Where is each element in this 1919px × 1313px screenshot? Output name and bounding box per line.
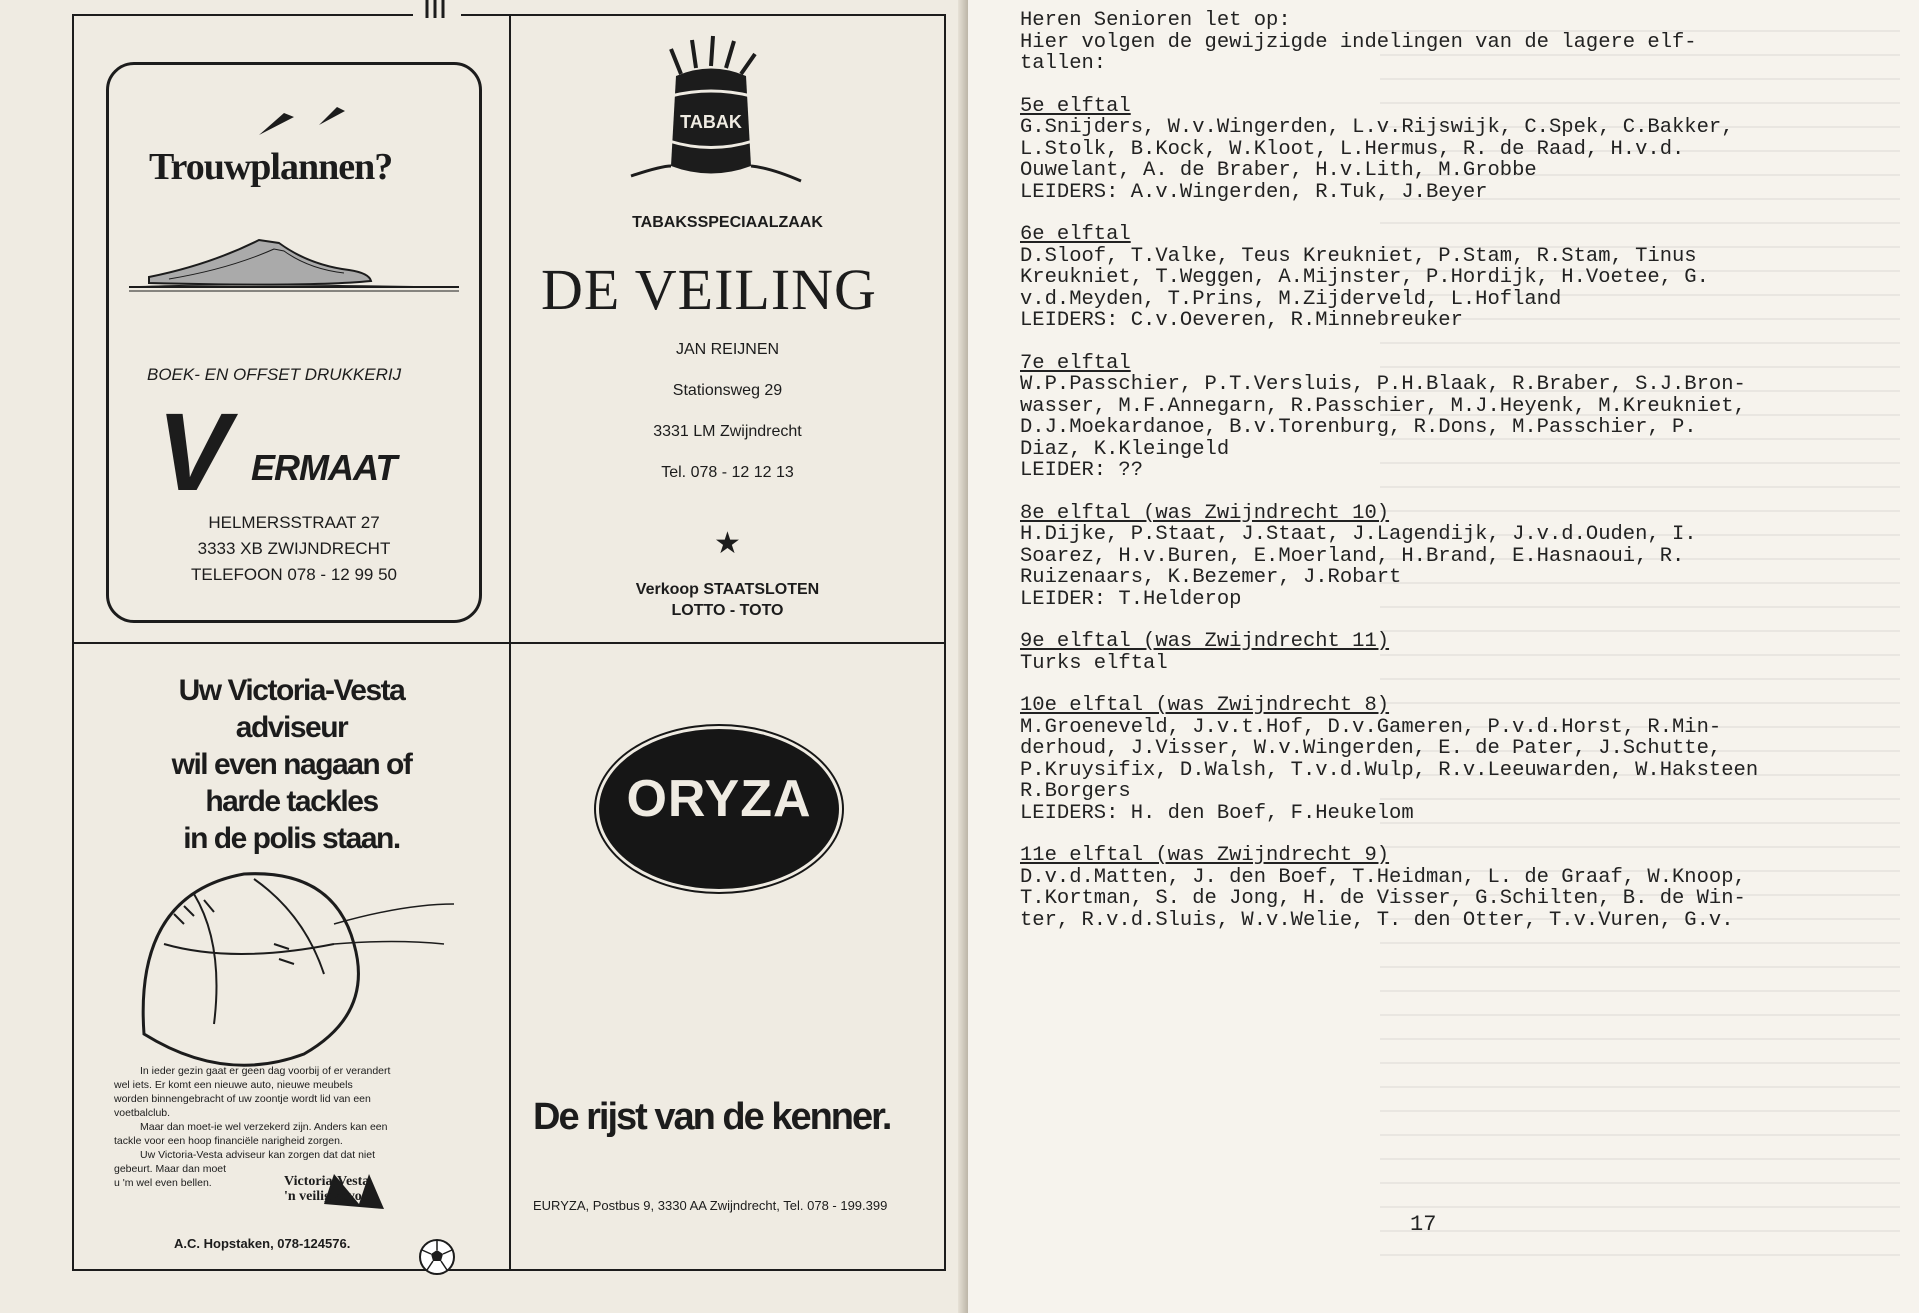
team-line: v.d.Meyden, T.Prins, M.Zijderveld, L.Hofland <box>1020 287 1562 311</box>
vermaat-headline: Trouwplannen? <box>149 146 393 188</box>
veiling-phone: Tel. 078 - 12 12 13 <box>661 464 794 481</box>
team-line: M.Groeneveld, J.v.t.Hof, D.v.Gameren, P.v.d.Horst, R.Min- <box>1020 715 1722 739</box>
page-number: 17 <box>1410 1212 1437 1237</box>
team-line: Turks elftal <box>1020 651 1168 675</box>
vermaat-address-street: HELMERSSTRAAT 27 <box>208 513 380 532</box>
club-logo-icon <box>413 0 461 22</box>
tobacco-barrel-icon <box>511 16 944 216</box>
team-line: D.Sloof, T.Valke, Teus Kreukniet, P.Stam, R.Stam, Tinus <box>1020 244 1697 268</box>
ad-oryza <box>511 644 944 1269</box>
intro-line: Hier volgen de gewijzigde indelingen van de lagere elf- <box>1020 30 1697 54</box>
team-section <box>1020 96 1880 204</box>
team-line: Kreukniet, T.Weggen, A.Mijnster, P.Hordijk, H.Voetee, G. <box>1020 266 1709 289</box>
team-section <box>1020 845 1880 931</box>
veiling-city: 3331 LM Zwijndrecht <box>653 423 802 440</box>
team-line: Ruizenaars, K.Bezemer, J.Robart <box>1020 566 1402 589</box>
veiling-sales-1: Verkoop STAATSLOTEN <box>635 581 820 598</box>
oryza-address: EURYZA, Postbus 9, 3330 AA Zwijndrecht, Tel. 078 - 199.399 <box>533 1198 888 1213</box>
oryza-name: ORYZA <box>626 770 812 828</box>
team-line: Soarez, H.v.Buren, E.Moerland, H.Brand, E.Hasnaoui, R. <box>1020 544 1685 568</box>
team-line: D.J.Moekardanoe, B.v.Torenburg, R.Dons, M.Passchier, P. <box>1020 416 1697 439</box>
vermaat-rounded-box <box>106 62 482 623</box>
veiling-street: Stationsweg 29 <box>672 382 783 399</box>
team-line: L.Stolk, B.Kock, W.Kloot, L.Hermus, R. de Raad, H.v.d. <box>1020 137 1685 161</box>
veiling-category: TABAKSSPECIAALZAAK <box>632 214 823 231</box>
svg-text:V: V <box>157 391 231 514</box>
team-title: 7e elftal <box>1020 351 1131 375</box>
ad-de-veiling <box>511 16 944 642</box>
team-line: R.Borgers <box>1020 780 1131 803</box>
svg-text:TABAK: TABAK <box>680 112 742 132</box>
intro-line: tallen: <box>1020 52 1107 75</box>
team-line: LEIDERS: C.v.Oeveren, R.Minnebreuker <box>1020 309 1463 332</box>
vermaat-brand: ERMAAT <box>251 447 397 488</box>
ad-victoria-vesta <box>74 644 509 1269</box>
team-title: 11e elftal (was Zwijndrecht 9) <box>1020 844 1390 867</box>
team-line: LEIDER: ?? <box>1020 459 1144 482</box>
team-line: LEIDER: T.Helderop <box>1020 587 1242 611</box>
advertisement-frame <box>72 14 946 1271</box>
team-section <box>1020 503 1880 611</box>
football-icon <box>418 1238 456 1276</box>
team-title: 6e elftal <box>1020 223 1131 246</box>
intro <box>1020 10 1880 75</box>
victoria-brand: Victoria-Vesta 'n veilig gevoel <box>284 1174 372 1204</box>
team-line: W.P.Passchier, P.T.Versluis, P.H.Blaak, R.Braber, S.J.Bron- <box>1020 373 1746 396</box>
team-line: T.Kortman, S. de Jong, H. de Visser, G.Schilten, B. de Win- <box>1020 887 1746 910</box>
vermaat-address-city: 3333 XB ZWIJNDRECHT <box>197 539 391 558</box>
veiling-sales-2: LOTTO - TOTO <box>671 602 784 619</box>
team-lineups <box>1020 10 1880 931</box>
team-line: Ouwelant, A. de Braber, H.v.Lith, M.Grobbe <box>1020 159 1537 182</box>
team-title: 8e elftal (was Zwijndrecht 10) <box>1020 501 1390 525</box>
team-section <box>1020 224 1880 332</box>
team-title: 5e elftal <box>1020 94 1131 118</box>
oryza-logo <box>599 729 839 889</box>
team-title: 10e elftal (was Zwijndrecht 8) <box>1020 694 1390 717</box>
team-line: ter, R.v.d.Sluis, W.v.Welie, T. den Otter, T.v.Vuren, G.v. <box>1020 908 1734 932</box>
team-line: derhoud, J.Visser, W.v.Wingerden, E. de Pater, J.Schutte, <box>1020 737 1722 760</box>
team-section <box>1020 631 1880 674</box>
victoria-heading: Uw Victoria-Vesta adviseur wil even nagaan of harde tackles in de polis staan. <box>171 674 412 855</box>
team-line: LEIDERS: A.v.Wingerden, R.Tuk, J.Beyer <box>1020 180 1488 204</box>
team-line: D.v.d.Matten, J. den Boef, T.Heidman, L. de Graaf, W.Knoop, <box>1020 865 1746 889</box>
team-line: G.Snijders, W.v.Wingerden, L.v.Rijswijk, C.Spek, C.Bakker, <box>1020 116 1734 139</box>
oryza-slogan: De rijst van de kenner. <box>533 1096 891 1138</box>
team-title: 9e elftal (was Zwijndrecht 11) <box>1020 630 1390 653</box>
victoria-body: In ieder gezin gaat er geen dag voorbij of er verandert wel iets. Er komt een nieuwe auto, nieuwe meubels worden binnengebracht of uw zoontje wordt lid van een voetbalclub. Maar dan moet-ie wel verzekerd zijn. Anders kan een tackle voor een hoop financiële narigheid zorgen. Uw Victoria-Vesta adviseur kan zorgen dat dat niet gebeurt. Maar dan moet u 'm wel even bellen. <box>114 1065 391 1189</box>
vermaat-tagline: BOEK- EN OFFSET DRUKKERIJ <box>147 365 402 384</box>
victoria-agent: A.C. Hopstaken, 078-124576. <box>174 1236 351 1251</box>
team-section <box>1020 695 1880 824</box>
veiling-name: DE VEILING <box>541 257 877 322</box>
team-line: P.Kruysifix, D.Walsh, T.v.d.Wulp, R.v.Leeuwarden, W.Haksteen <box>1020 758 1759 782</box>
veiling-owner: JAN REIJNEN <box>675 341 780 358</box>
team-line: Diaz, K.Kleingeld <box>1020 437 1230 461</box>
team-line: LEIDERS: H. den Boef, F.Heukelom <box>1020 801 1414 825</box>
team-line: wasser, M.F.Annegarn, R.Passchier, M.J.Heyenk, M.Kreukniet, <box>1020 394 1746 418</box>
team-section <box>1020 353 1880 482</box>
team-line: H.Dijke, P.Staat, J.Staat, J.Lagendijk, J.v.d.Ouden, I. <box>1020 523 1697 546</box>
ad-vermaat <box>74 16 509 642</box>
team-sections <box>1020 96 1880 932</box>
intro-line: Heren Senioren let op: <box>1020 9 1291 32</box>
vermaat-phone: TELEFOON 078 - 12 99 50 <box>191 565 397 584</box>
star-icon: ★ <box>714 527 741 560</box>
